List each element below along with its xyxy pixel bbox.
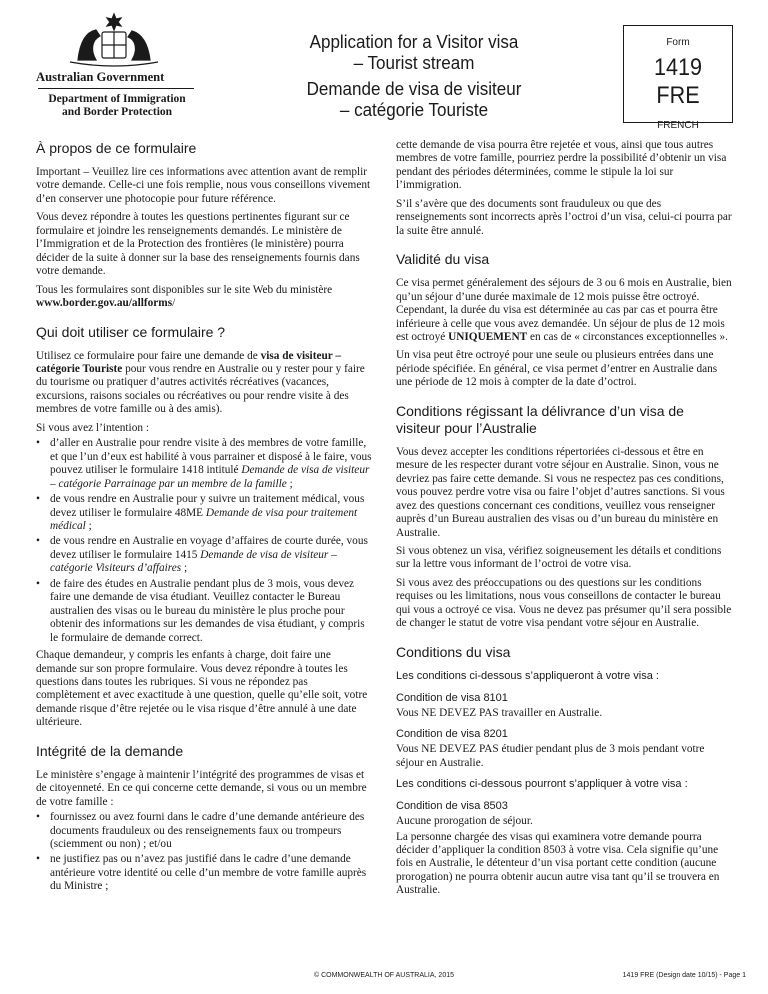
list-item: [36, 493, 372, 533]
forms-link[interactable]: www.border.gov.au/allforms: [36, 297, 173, 310]
who-heading: Qui doit utiliser ce formulaire ?: [36, 323, 226, 340]
validity-heading: Validité du visa: [396, 251, 490, 268]
integrity-p1: Le ministère s’engage à maintenir l’intégrité des programmes de visas et de citoyenneté. En ce qui concerne cette demande, si vous ou un membre de votre famille :: [36, 768, 367, 808]
integrity-heading: Intégrité de la demande: [36, 742, 184, 759]
validity-p2: Un visa peut être octroyé pour une seule ou plusieurs entrées dans une période spécifiée. En général, ce visa permet d’entrer en Australie dans une période de 12 mois à compter de la date d’octroi.: [396, 349, 718, 389]
may-apply-subheading: Les conditions ci-dessous pourront s’appliquer à votre visa :: [396, 778, 688, 791]
who-b2-a: de vous rendre en Australie pour y suivre un traitement médical, vous devez utiliser le formulaire 48ME: [50, 493, 365, 519]
who-b3-end: ;: [181, 562, 188, 575]
who-p1-b: pour vous rendre en Australie ou y rester pour y faire du tourisme ou pratiquer d’autres activités récréatives (vacances, excursions, raisons sociales ou récréatives ou pour rendre visite à des membres de votre famille ou à des amis).: [36, 362, 365, 416]
divider: [38, 88, 194, 89]
form-number: 1419 FRE: [653, 54, 703, 109]
form-language: FRENCH: [657, 120, 699, 131]
visa-conditions-heading: Conditions du visa: [396, 643, 511, 660]
conditions-grant-p3: Si vous avez des préoccupations ou des questions sur les conditions requises ou les limitations, nous vous conseillons de contacter le bureau qui vous a octroyé ce visa. Vous ne devez pas présumer qu’il sera possible de changer le statut de votre visa pendant votre séjour en Australie.: [396, 576, 732, 630]
who-p1-bold: visa de visiteur – catégorie Touriste: [36, 349, 342, 375]
list-item: [36, 535, 372, 575]
integrity-p2: cette demande de visa pourra être rejetée et vous, ainsi que tous autres membres de votre famille, pourriez perdre la possibilité d’obtenir un visa pendant des périodes déterminées, comme le stipule la loi sur l’immigration.: [396, 139, 727, 192]
condition-8503-p2: La personne chargée des visas qui examinera votre demande pourra décider d’appliquer la condition 8503 à votre visa. Cela signifie qu’une fois en Australie, le détenteur d’un visa portant cette condition (aucune prorogation) ne pourra obtenir aucun autre visa tant qu’il se trouvera en Australie.: [396, 830, 720, 897]
who-p2: Si vous avez l’intention :: [36, 421, 149, 434]
who-b1-a: d’aller en Australie pour rendre visite à des membres de votre famille, et que l’un d’eux est habilité à vous parrainer et disposé à le faire, vous pouvez utiliser le formulaire 1418 intitulé: [50, 437, 372, 477]
condition-8201-text: Vous NE DEVEZ PAS étudier pendant plus de 3 mois pendant votre séjour en Australie.: [396, 743, 705, 769]
about-p2: Vous devez répondre à toutes les questions pertinentes figurant sur ce formulaire et joindre les renseignements demandés. Le ministère de l’Immigration et de la Protection des frontières (le ministère) pourra décider de la suite à donner sur la base des renseignements fournis dans votre demande.: [36, 211, 360, 278]
list-item: • ne justifiez pas ou n’avez pas justifié dans le cadre d’une demande antérieure votre identité ou celle d’un membre de votre famille auprès du Ministre ;: [36, 853, 372, 893]
condition-8201-title: Condition de visa 8201: [396, 728, 508, 741]
condition-8503-p1: Aucune prorogation de séjour.: [396, 815, 533, 828]
who-list: [36, 437, 372, 645]
validity-p1-bold: UNIQUEMENT: [448, 330, 528, 343]
about-heading: À propos de ce formulaire: [36, 140, 197, 156]
who-b3-italic: Demande de visa de visiteur – catégorie Visiteurs d’affaires: [50, 548, 337, 575]
who-b2-end: ;: [85, 519, 92, 532]
title-french: Demande de visa de visiteur – catégorie Touriste: [306, 78, 522, 120]
right-column: [396, 139, 732, 903]
coat-of-arms-logo: [66, 10, 162, 68]
who-b1-end: ;: [286, 477, 293, 490]
who-b1-italic: Demande de visa de visiteur – catégorie Parrainage par un membre de la famille: [50, 464, 370, 490]
footer-page-number: 1419 FRE (Design date 10/15) - Page 1: [622, 972, 746, 979]
who-p1: [36, 350, 372, 417]
who-b2-italic: Demande de visa pour traitement médical: [50, 506, 358, 532]
validity-p1: [396, 277, 732, 344]
conditions-grant-p2: Si vous obtenez un visa, vérifiez soigneusement les détails et conditions sur la lettre vous informant de l’octroi de votre visa.: [396, 544, 722, 571]
validity-p1-a: Ce visa permet généralement des séjours de 3 ou 6 mois en Australie, bien qu’un séjour d’une durée maximale de 12 mois puisse être octroyé. Cependant, la durée du visa est déterminée au cas par cas et pourra être inférieure à celle que vous avez demandée. Un séjour de plus de 12 mois est octroyé: [396, 277, 732, 343]
about-p3-text: Tous les formulaires sont disponibles sur le site Web du ministère: [36, 283, 333, 296]
footer-copyright: © COMMONWEALTH OF AUSTRALIA, 2015: [314, 972, 454, 979]
left-column: [36, 140, 372, 898]
conditions-grant-p1: Vous devez accepter les conditions répertoriées ci-dessous et être en mesure de les respecter durant votre séjour en Australie. Sinon, vous ne devriez pas faire cette demande. Si vous ne respectez pas ces conditions, vous pouvez perdre votre visa ou faire l’objet d’autres sanctions. Si vous avez des questions concernant ces conditions, veuillez vous renseigner auprès d’un Bureau australien des visas ou d’un bureau du ministère en Australie.: [396, 445, 725, 539]
will-apply-subheading: Les conditions ci-dessous s’appliqueront à votre visa :: [396, 669, 659, 682]
government-name: Australian Government: [36, 70, 165, 84]
title-english: Application for a Visitor visa – Tourist stream: [309, 31, 519, 73]
form-label: Form: [666, 37, 690, 48]
page-title: [296, 31, 532, 120]
integrity-p3: S’il s’avère que des documents sont frauduleux ou que des renseignements sont incorrects après l’octroi d’un visa, celui-ci pourra par la suite être annulé.: [396, 197, 732, 237]
list-item: [36, 437, 372, 491]
list-item: • de faire des études en Australie pendant plus de 3 mois, vous devez faire une demande de visa étudiant. Veuillez contacter le Bureau australien des visas ou le bureau du ministère le plus proche pour obtenir des informations sur les demandes de visa étudiant, y compris le formulaire de demande correct.: [36, 578, 372, 645]
condition-8101-text: Vous NE DEVEZ PAS travailler en Australie.: [396, 706, 603, 719]
conditions-grant-heading: Conditions régissant la délivrance d’un visa de visiteur pour l’Australie: [396, 402, 684, 436]
form-id-box: [623, 25, 733, 131]
department-name: Department of Immigration and Border Protection: [48, 93, 186, 118]
who-p3: Chaque demandeur, y compris les enfants à charge, doit faire une demande sur son propre formulaire. Vous devez répondre à toutes les questions dans toutes les rubriques. Si vous ne répondez pas complètement et avec exactitude à une question, quelle qu’elle soit, votre demande risque d’être rejetée ou le visa risque d’être annulé à une date ultérieure.: [36, 649, 368, 729]
who-p1-a: Utilisez ce formulaire pour faire une demande de: [36, 349, 261, 362]
condition-8503-title: Condition de visa 8503: [396, 800, 508, 813]
validity-p1-b: en cas de « circonstances exceptionnelles ».: [527, 330, 728, 343]
list-item: • fournissez ou avez fourni dans le cadre d’une demande antérieure des documents frauduleux ou des renseignements faux ou trompeurs (sciemment ou non) ; et/ou: [36, 811, 372, 851]
about-p3: [36, 284, 372, 311]
condition-8101-title: Condition de visa 8101: [396, 691, 508, 704]
integrity-list: [36, 811, 372, 894]
about-p1: Important – Veuillez lire ces informations avec attention avant de remplir votre demande. Celle-ci une fois remplie, nous vous conseillons vivement d’en conserver une photocopie pour future référence.: [36, 166, 371, 205]
about-p3-end: /: [172, 297, 176, 310]
who-b3-a: de vous rendre en Australie en voyage d’affaires de courte durée, vous devez utiliser le formulaire 1415: [50, 535, 368, 561]
